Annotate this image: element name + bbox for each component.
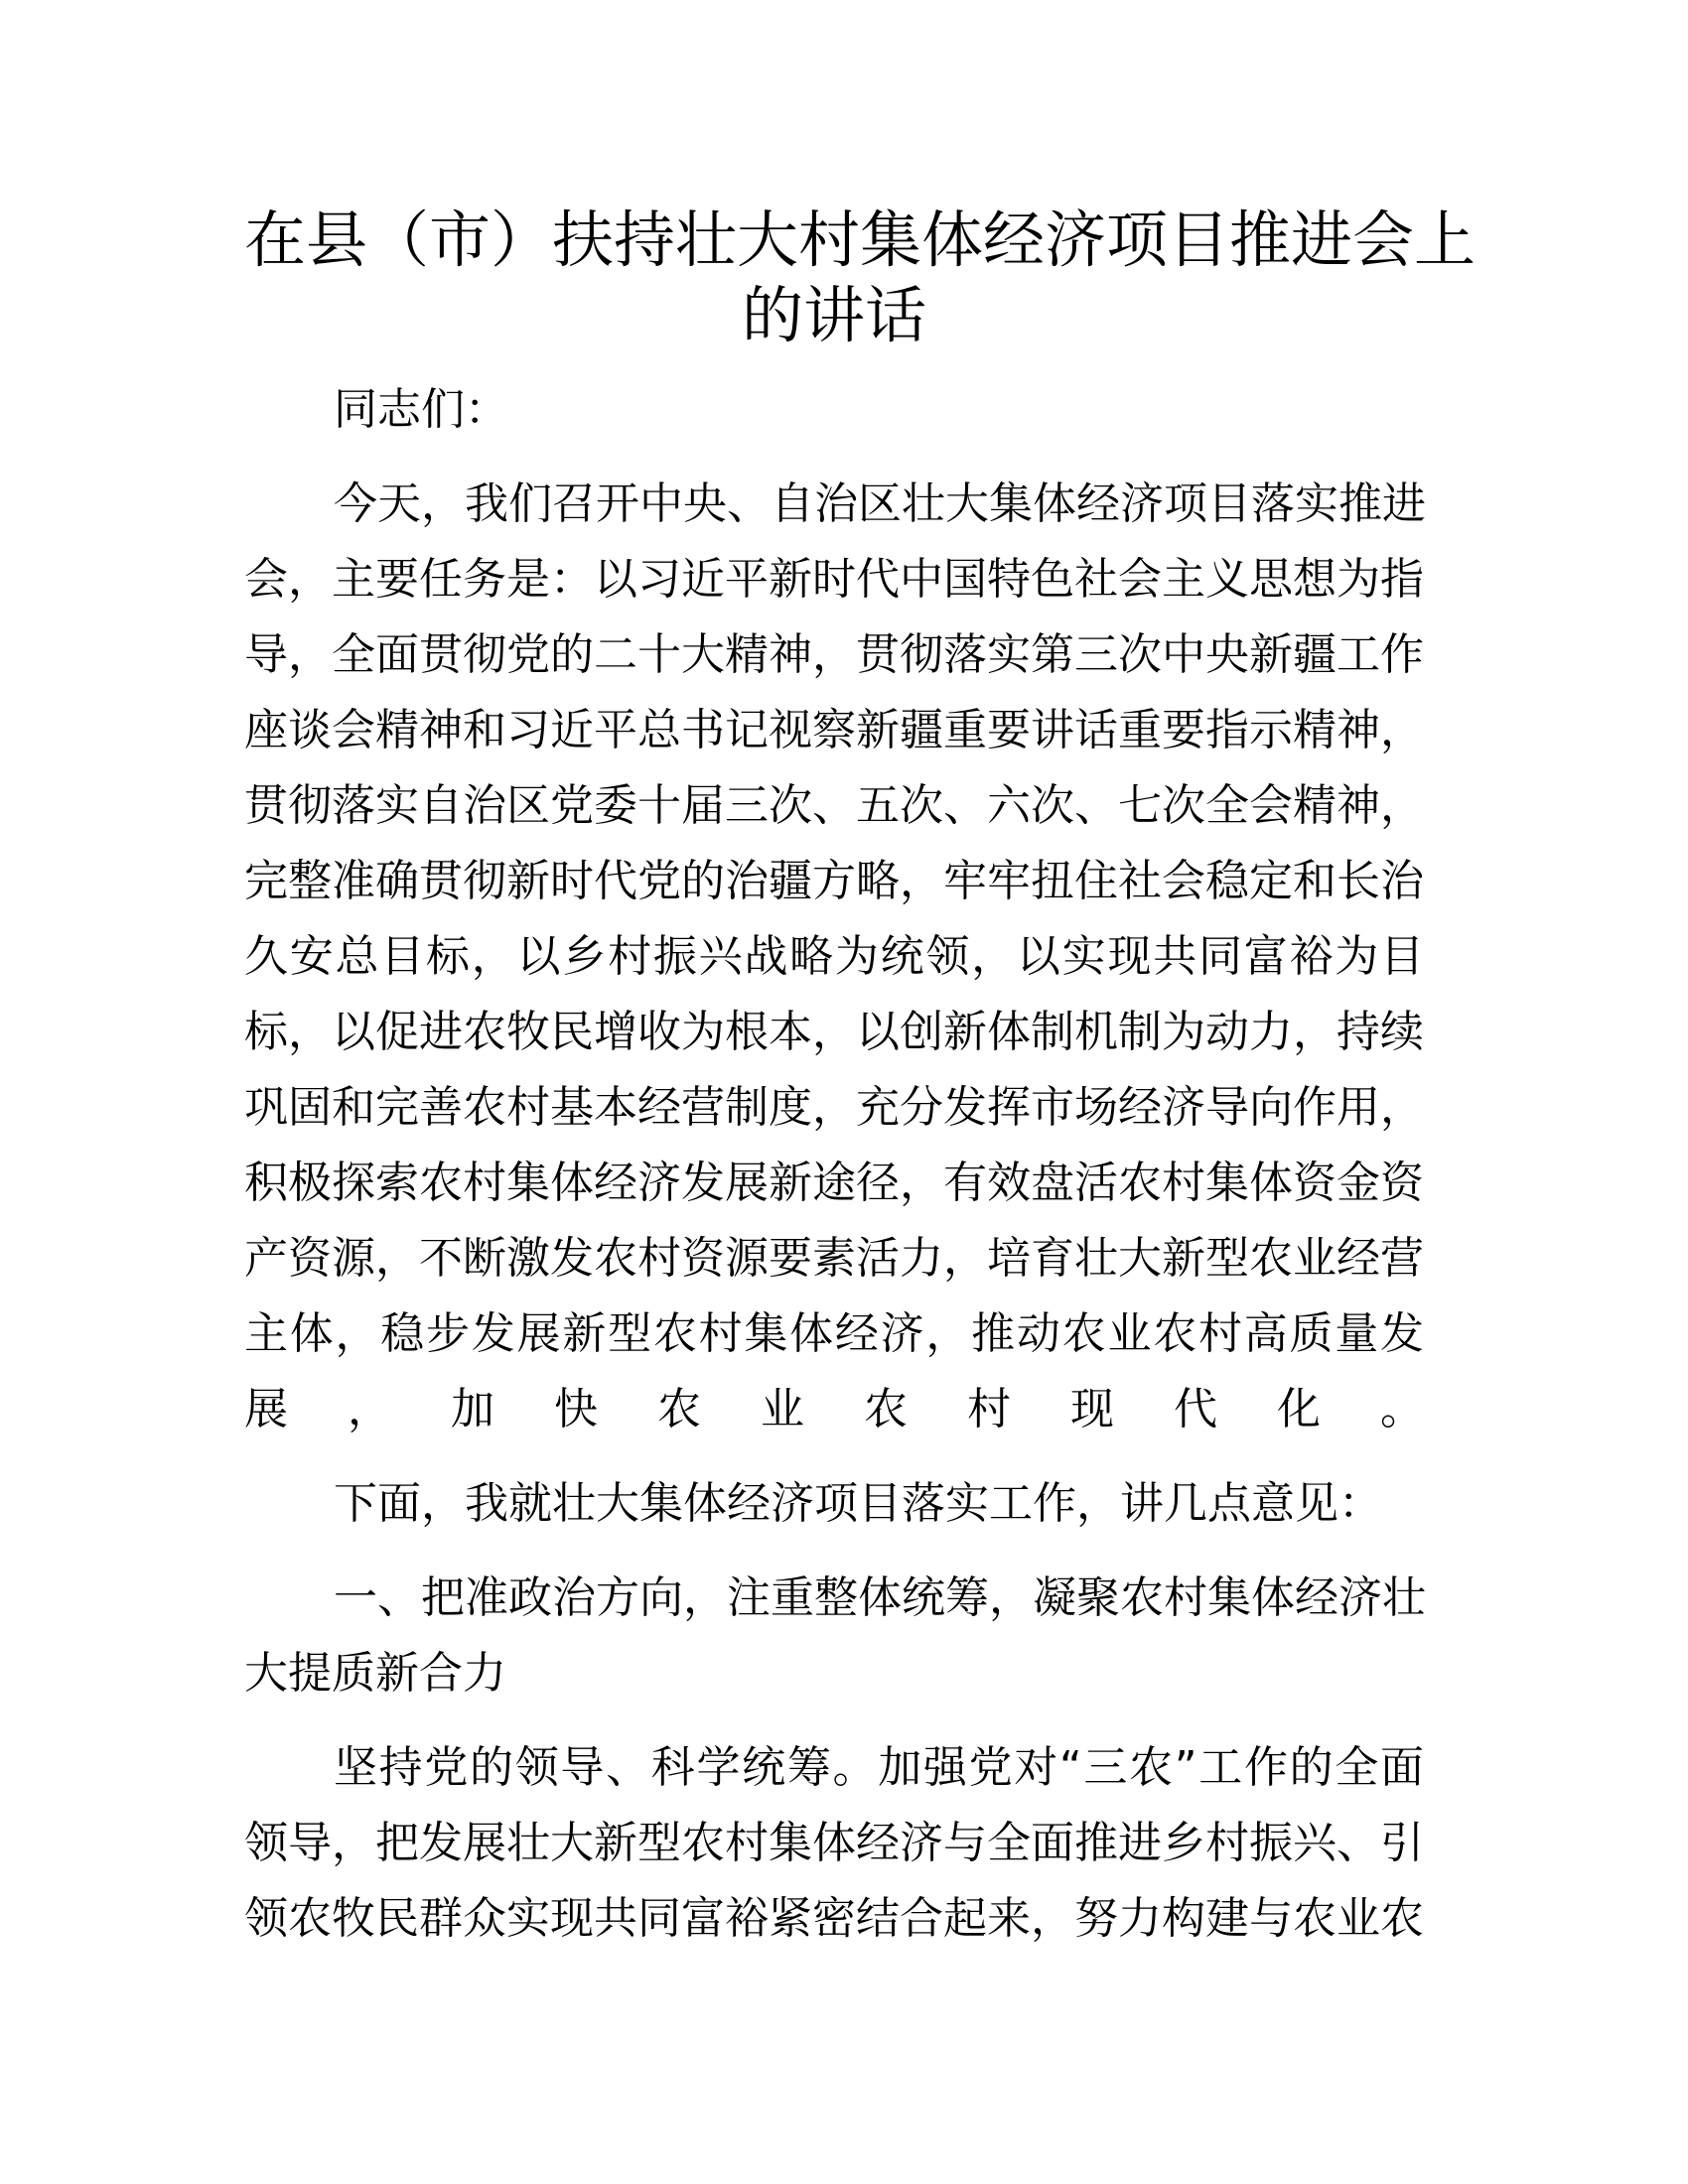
- text-line: 一、把准政治方向，注重整体统筹，凝聚农村集体经济壮: [334, 1572, 1426, 1623]
- text-line: 同志们：: [334, 384, 508, 435]
- text-line: 产资源，不断激发农村资源要素活力，培育壮大新型农业经营: [244, 1233, 1424, 1284]
- text-line: 完整准确贯彻新时代党的治疆方略，牢牢扭住社会稳定和长治: [244, 856, 1424, 906]
- document-page: [244, 203, 1477, 1957]
- document-body: [244, 372, 1424, 1957]
- text-line: 积极探索农村集体经济发展新途径，有效盘活农村集体资金资: [244, 1158, 1424, 1208]
- text-line: 今天，我们召开中央、自治区壮大集体经济项目落实推进: [334, 478, 1426, 529]
- text-line: 大提质新合力: [244, 1648, 506, 1699]
- text-line: 会，主要任务是：以习近平新时代中国特色社会主义思想为指: [244, 554, 1424, 605]
- text-line: 坚持党的领导、科学统筹。加强党对“三农”工作的全面: [334, 1742, 1424, 1793]
- text-line: 下面，我就壮大集体经济项目落实工作，讲几点意见：: [334, 1478, 1382, 1529]
- paragraph: [244, 1730, 1424, 1957]
- paragraph: [244, 372, 1424, 448]
- text-line: 座谈会精神和习近平总书记视察新疆重要讲话重要指示精神，: [244, 705, 1424, 755]
- text-line: 主体，稳步发展新型农村集体经济，推动农业农村高质量发: [244, 1308, 1424, 1359]
- text-line: 导，全面贯彻党的二十大精神，贯彻落实第三次中央新疆工作: [244, 629, 1424, 680]
- paragraph: [244, 1561, 1424, 1711]
- title-line-2: 的讲话: [741, 279, 926, 351]
- document-title: [244, 203, 1477, 353]
- text-line: 贯彻落实自治区党委十届三次、五次、六次、七次全会精神，: [244, 780, 1424, 831]
- text-line: 标，以促进农牧民增收为根本，以创新体制机制为动力，持续: [244, 1007, 1424, 1057]
- text-line: 领农牧民群众实现共同富裕紧密结合起来，努力构建与农业农: [244, 1893, 1424, 1944]
- text-line: 展，加快农业农村现代化。: [244, 1384, 1424, 1434]
- text-line: 领导，把发展壮大新型农村集体经济与全面推进乡村振兴、引: [244, 1818, 1424, 1868]
- title-line-1: 在县（市）扶持壮大村集体经济项目推进会上: [244, 204, 1477, 276]
- paragraph: [244, 1466, 1424, 1542]
- paragraph: [244, 467, 1424, 1447]
- text-line: 巩固和完善农村基本经营制度，充分发挥市场经济导向作用，: [244, 1082, 1424, 1133]
- text-line: 久安总目标，以乡村振兴战略为统领，以实现共同富裕为目: [244, 931, 1424, 982]
